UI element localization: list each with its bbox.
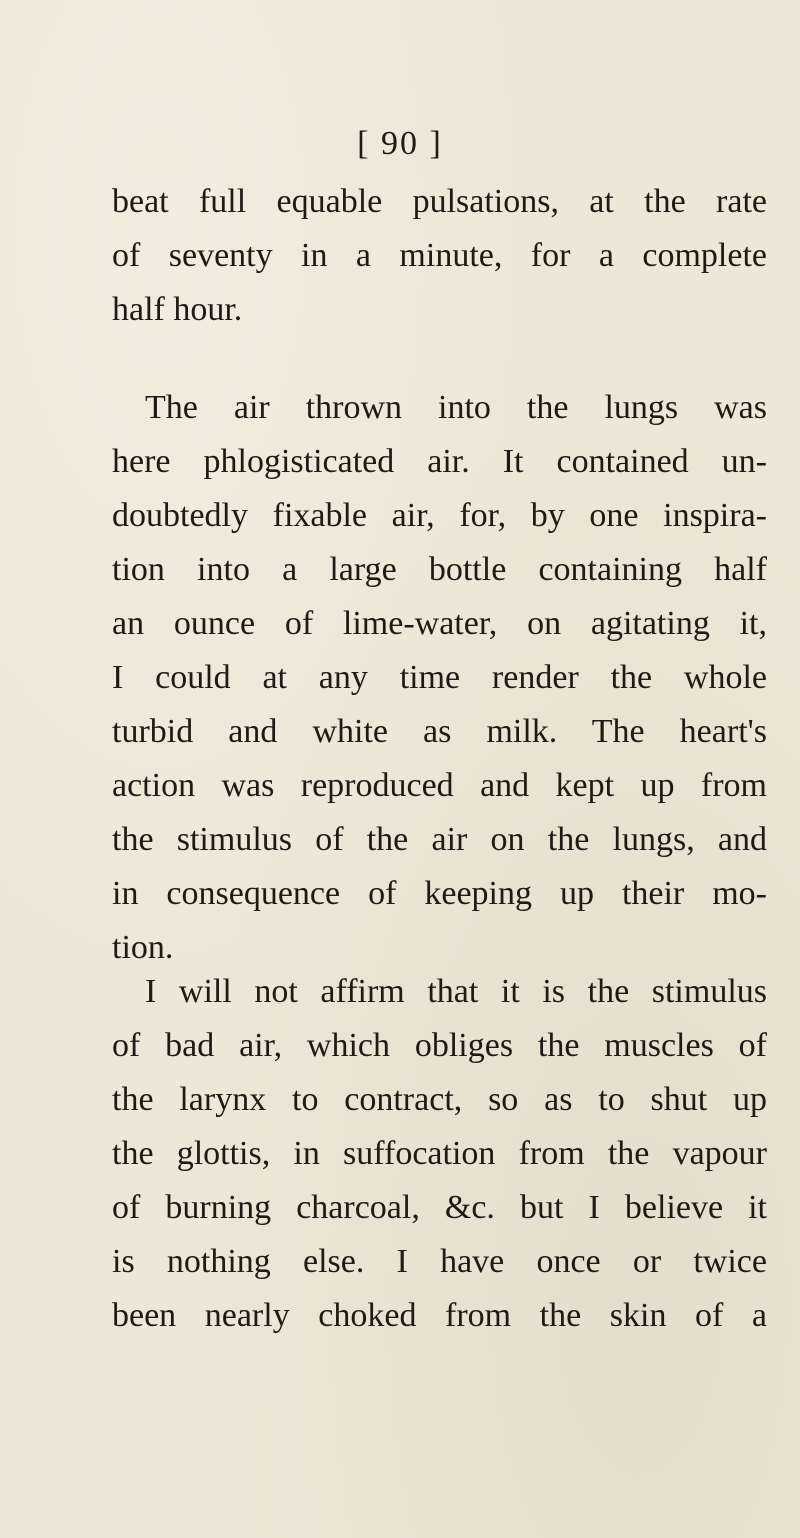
text-line: of seventy in a minute, for a complete <box>112 237 767 274</box>
text-line: been nearly choked from the skin of a <box>112 1297 767 1334</box>
text-line: of bad air, which obliges the muscles of <box>112 1027 767 1064</box>
text-line: is nothing else. I have once or twice <box>112 1243 767 1280</box>
text-line: the glottis, in suffocation from the vapour <box>112 1135 767 1172</box>
paragraph-1 <box>112 175 767 337</box>
text-line: action was reproduced and kept up from <box>112 767 767 804</box>
page-number: [ 90 ] <box>357 125 443 162</box>
text-line: doubtedly fixable air, for, by one inspira- <box>112 497 767 534</box>
paragraph-2 <box>112 381 767 975</box>
text-line: here phlogisticated air. It contained un- <box>112 443 767 480</box>
text-line: beat full equable pulsations, at the rate <box>112 183 767 220</box>
text-line: tion into a large bottle containing half <box>112 551 767 588</box>
text-line: turbid and white as milk. The heart's <box>112 713 767 750</box>
paragraph-3 <box>112 965 767 1343</box>
text-line: I could at any time render the whole <box>112 659 767 696</box>
text-line: an ounce of lime-water, on agitating it, <box>112 605 767 642</box>
text-line: tion. <box>112 929 174 966</box>
text-line: the stimulus of the air on the lungs, and <box>112 821 767 858</box>
text-line: The air thrown into the lungs was <box>145 389 767 426</box>
text-line: in consequence of keeping up their mo- <box>112 875 767 912</box>
text-line: of burning charcoal, &c. but I believe it <box>112 1189 767 1226</box>
text-line: half hour. <box>112 291 243 328</box>
text-line: the larynx to contract, so as to shut up <box>112 1081 767 1118</box>
text-line: I will not affirm that it is the stimulus <box>145 973 767 1010</box>
